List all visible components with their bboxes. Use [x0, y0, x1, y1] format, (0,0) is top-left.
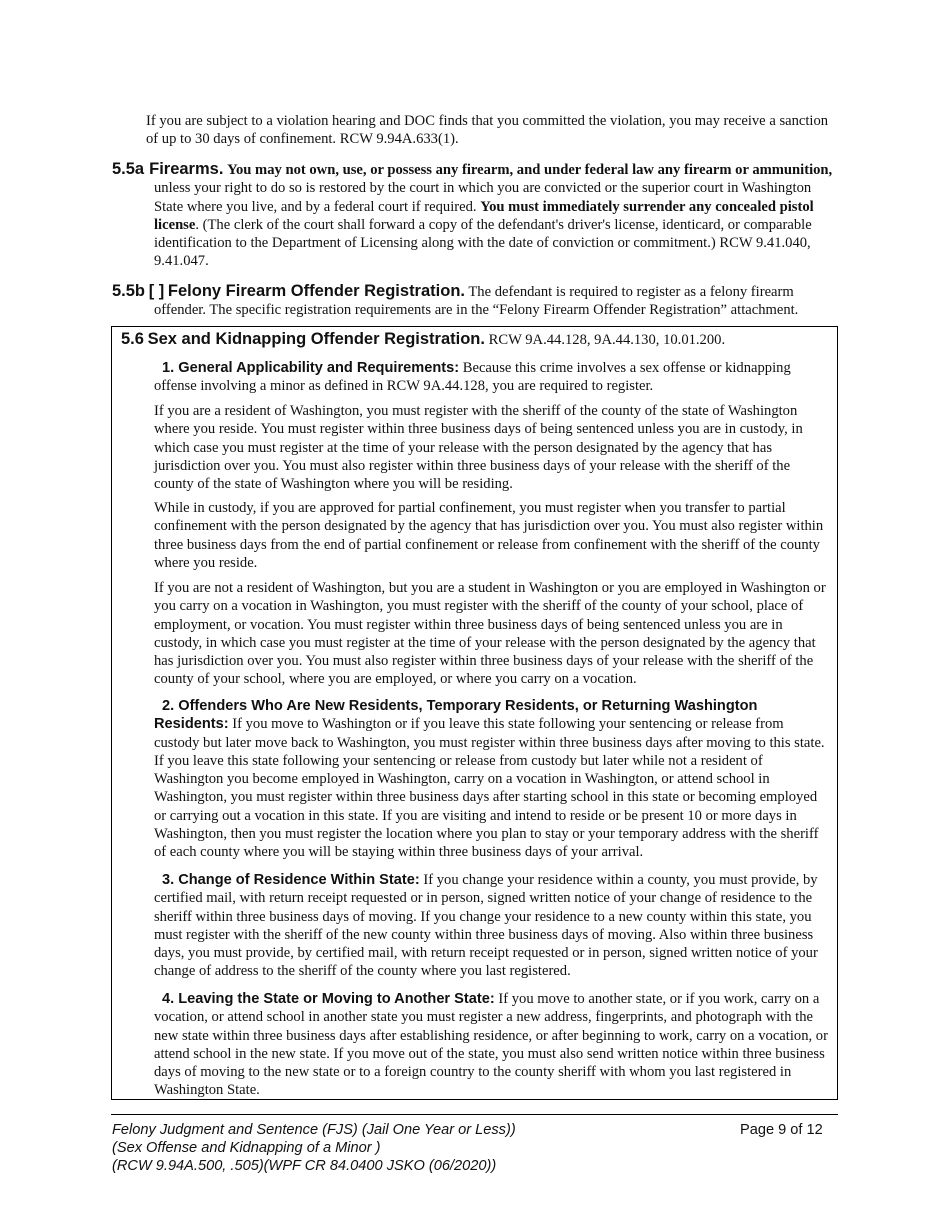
section-5-6-para-4: If you are not a resident of Washington, but you are a student in Washington or you are employed in Washington or you carry on a vocation in Washington, you must register with the sheriff of the county of your school, place of employment, or vocation. You must register within three business days of being sentenced unless you are in custody, in which case you must register at the time of your release with the person designated by the agency that has jurisdiction over you. You must also register within three business days of your release with the sheriff of the county of your school, where you are employed, or where you carry on a vocation. [154, 580, 826, 688]
section-5-5a-text1: unless your right to do so is restored by the court in which you are convicted or the superior court in Washington State where you live, and by a federal court if required. [154, 180, 812, 215]
section-5-5b-number: 5.5b [112, 282, 146, 300]
footer [112, 1121, 832, 1175]
para-5-text: If you move to Washington or if you leave this state following your sentencing or release from custody but later move back to Washington, you must register within three business days after moving to this state. If you leave this state following your sentencing or release from custody but later while not a resident of Washington you become employed in Washington, carry on a vocation in Washington, or attend school in Washington, you must register within three business days after starting school in this state or becoming employed or carrying out a vocation in this state. If you are visiting and intend to reside or be present 10 or more days in Washington, then you must register the location where you plan to stay or your temporary address with the sheriff of each county where you will be staying within three business days of your arrival. [154, 716, 825, 861]
section-5-5a-number: 5.5a [112, 160, 145, 178]
para-7-heading: 4. Leaving the State or Moving to Another State: [162, 991, 495, 1007]
para-6-text: If you change your residence within a county, you must provide, by certified mail, with return receipt requested or in person, signed written notice of your change of residence to the sheriff within three business days of moving. If you change your residence to a new county within this state, you must register with the sheriff of the new county within three business days of moving. Also within three business days, you must provide, by certified mail, with return receipt requested or in person, signed written notice of your change of address to the sheriff of the county where you last registered. [154, 872, 818, 980]
intro-paragraph: If you are subject to a violation hearing and DOC finds that you committed the violation, you may receive a sanction of up to 30 days of confinement. RCW 9.94A.633(1). [146, 113, 829, 148]
section-5-5a-bold2: You must immediately surrender any concealed pistol license [154, 198, 814, 233]
section-5-5b-title: Felony Firearm Offender Registration. [167, 282, 465, 300]
section-5-5a-bold1: You may not own, use, or possess any firearm, and under federal law any firearm or ammunition, [227, 162, 833, 178]
footer-line-2: (Sex Offense and Kidnapping of a Minor ) [112, 1140, 381, 1156]
section-5-6-para-2: If you are a resident of Washington, you must register with the sheriff of the county of the state of Washington where you reside. You must register within three business days of being sentenced unless you are in custody, in which case you must register at the time of your release with the person designated by the agency that has jurisdiction over you. You must also register within three business days of your release with the sheriff of the county of the state of Washington where you will be residing. [154, 403, 803, 493]
section-5-6-cite: RCW 9A.44.128, 9A.44.130, 10.01.200. [484, 332, 726, 348]
section-5-6-title: Sex and Kidnapping Offender Registration. [147, 330, 485, 348]
para-1-text: Because this crime involves a sex offense or kidnapping offense involving a minor as defined in RCW 9A.44.128, you are required to register. [154, 360, 791, 395]
section-5-6-para-6 [154, 871, 830, 981]
section-5-5a-firearms [112, 160, 842, 271]
section-5-6-para-7 [154, 990, 830, 1100]
section-5-6-para-3: While in custody, if you are approved for partial confinement, you must register when you transfer to partial confinement with the person designated by the agency that has jurisdiction over you. You must also register within three business days from the end of partial confinement or release from confinement with the sheriff of the county where you reside. [154, 500, 824, 571]
footer-line-1: Felony Judgment and Sentence (FJS) (Jail One Year or Less)) [112, 1122, 516, 1138]
footer-line-3: (RCW 9.94A.500, .505)(WPF CR 84.0400 JSKO (06/2020)) [112, 1158, 497, 1174]
para-7-text: If you move to another state, or if you work, carry on a vocation, or attend school in another state you must register a new address, fingerprints, and photograph with the new state within three business days after establishing residence, or after beginning to work, carry on a vocation, or attend school in the new state. If you move out of the state, you must also send written notice within three business days of moving to the new state or to a foreign country to the county sheriff with whom you last registered in Washington State. [154, 991, 828, 1099]
section-5-5a-text2: . (The clerk of the court shall forward a copy of the defendant's driver's license, identicard, or comparable identification to the Department of Licensing along with the date of conviction or commitment.) RCW 9.41.040, 9.41.047. [154, 216, 812, 270]
section-5-6-para-5 [154, 697, 830, 862]
para-5-heading: 2. Offenders Who Are New Residents, Temporary Residents, or Returning Washington Residents: [154, 698, 758, 733]
page-number: Page 9 of 12 [740, 1122, 823, 1138]
section-5-5a-body [112, 160, 842, 271]
footer-divider [111, 1114, 838, 1115]
section-5-6-box [111, 326, 838, 1100]
section-5-6-heading [121, 330, 831, 349]
section-5-5b-text: The defendant is required to register as a felony firearm offender. The specific registration requirements are in the “Felony Firearm Offender Registration” attachment. [154, 284, 799, 319]
para-1-heading: 1. General Applicability and Requirements: [162, 360, 460, 376]
section-5-5a-title: Firearms. [149, 160, 224, 178]
section-5-5b-felony-firearm [112, 282, 842, 320]
para-6-heading: 3. Change of Residence Within State: [162, 872, 420, 888]
section-5-6-number: 5.6 [121, 330, 144, 348]
section-5-6-para-1 [154, 359, 830, 396]
section-5-5b-checkbox[interactable]: [ ] [148, 282, 165, 300]
section-5-5b-body [112, 282, 842, 320]
